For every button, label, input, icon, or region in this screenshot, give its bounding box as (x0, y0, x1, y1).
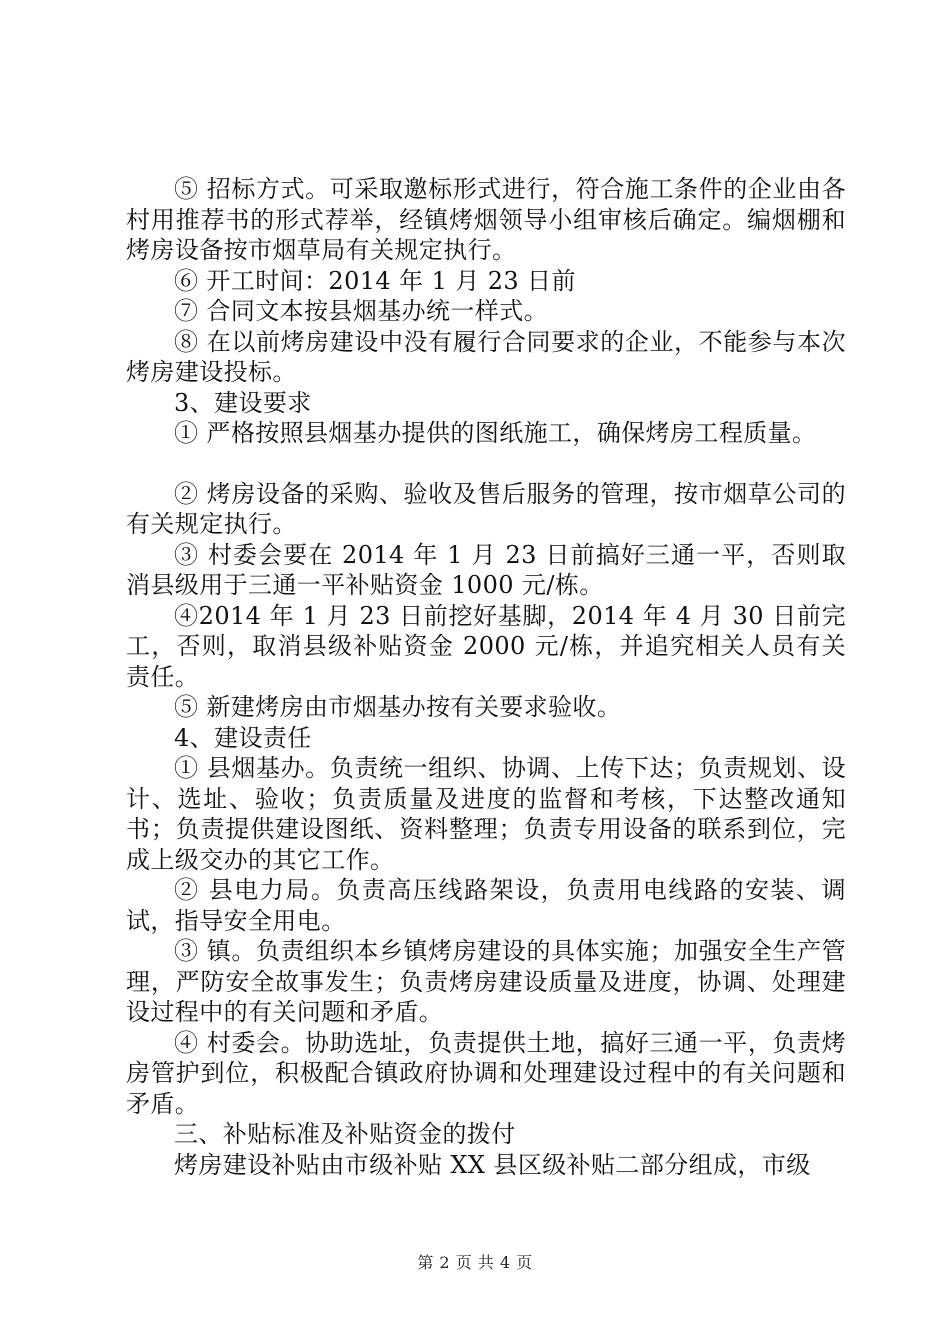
document-body (126, 174, 846, 1180)
paragraph: ⑤ 新建烤房由市烟基办按有关要求验收。 (174, 693, 622, 721)
paragraph: ⑥ 开工时间：2014 年 1 月 23 日前 (174, 266, 576, 295)
section-heading: 4、建设责任 (174, 723, 312, 752)
paragraph: ② 县电力局。负责高压线路架设，负责用电线路的安装、调试，指导安全用电。 (126, 876, 846, 935)
page-footer: 第 2 页 共 4 页 (417, 1253, 533, 1272)
paragraph: ③ 村委会要在 2014 年 1 月 23 日前搞好三通一平，否则取消县级用于三通一平补贴资金 1000 元/栋。 (126, 540, 846, 599)
paragraph: 烤房建设补贴由市级补贴 XX 县区级补贴二部分组成，市级 (174, 1150, 811, 1179)
paragraph: ⑦ 合同文本按县烟基办统一样式。 (174, 297, 549, 325)
paragraph: ① 县烟基办。负责统一组织、协调、上传下达；负责规划、设计、选址、验收；负责质量及进度的监督和考核，下达整改通知书；负责提供建设图纸、资料整理；负责专用设备的联系到位，完成上级交办的其它工作。 (126, 754, 846, 874)
paragraph: ⑤ 招标方式。可采取邀标形式进行，符合施工条件的企业由各村用推荐书的形式荐举，经镇烤烟领导小组审核后确定。编烟棚和烤房设备按市烟草局有关规定执行。 (126, 175, 846, 264)
paragraph: ④2014 年 1 月 23 日前挖好基脚，2014 年 4 月 30 日前完工，否则，取消县级补贴资金 2000 元/栋，并追究相关人员有关责任。 (126, 601, 846, 691)
paragraph: ④ 村委会。协助选址，负责提供土地，搞好三通一平，负责烤房管护到位，积极配合镇政府协调和处理建设过程中的有关问题和矛盾。 (126, 1028, 846, 1118)
paragraph: ③ 镇。负责组织本乡镇烤房建设的具体实施；加强安全生产管理，严防安全故事发生；负责烤房建设质量及进度，协调、处理建设过程中的有关问题和矛盾。 (126, 937, 846, 1026)
paragraph: ② 烤房设备的采购、验收及售后服务的管理，按市烟草公司的有关规定执行。 (126, 479, 846, 538)
paragraph: ① 严格按照县烟基办提供的图纸施工，确保烤房工程质量。 (174, 419, 817, 447)
section-heading: 3、建设要求 (174, 388, 312, 417)
section-heading: 三、补贴标准及补贴资金的拨付 (174, 1120, 516, 1148)
paragraph: ⑧ 在以前烤房建设中没有履行合同要求的企业，不能参与本次烤房建设投标。 (126, 327, 846, 386)
